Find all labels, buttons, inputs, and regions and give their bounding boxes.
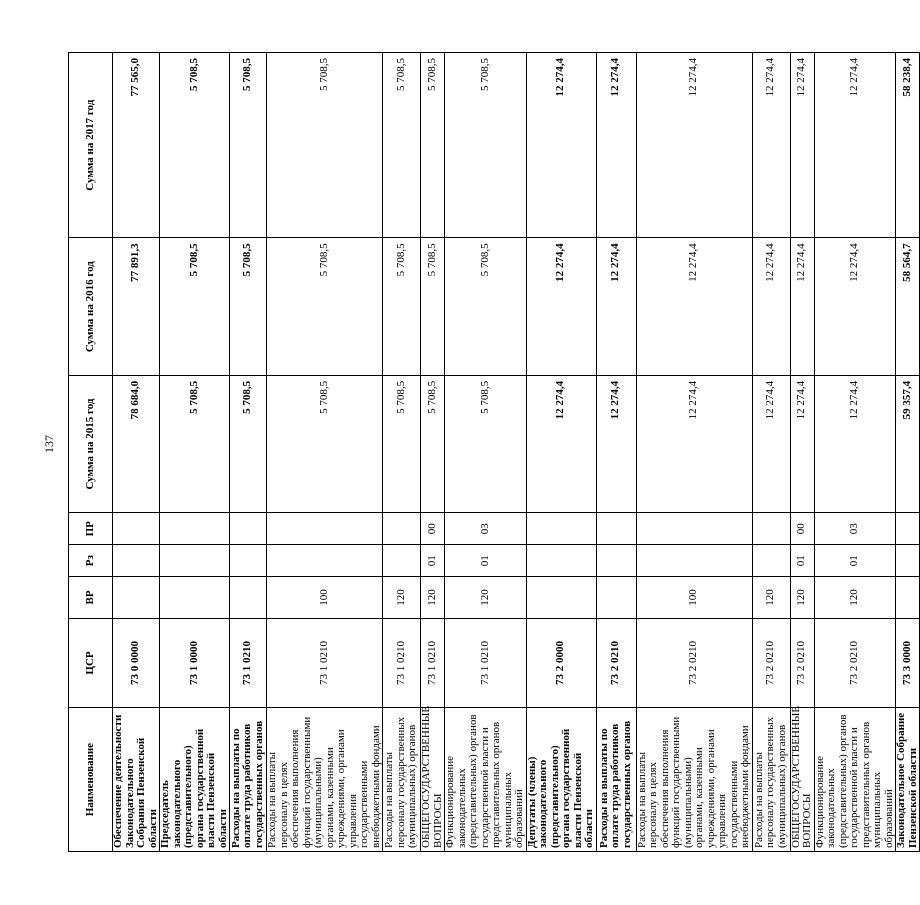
cell-csr: 73 1 0210 bbox=[421, 618, 445, 707]
cell-rz bbox=[230, 545, 267, 577]
cell-pr bbox=[526, 513, 596, 545]
cell-y2017: 5 708,5 bbox=[160, 53, 230, 238]
cell-y2015: 12 274,4 bbox=[790, 375, 814, 512]
table-row bbox=[160, 53, 230, 852]
table-row bbox=[752, 53, 790, 852]
cell-name: Расходы на выплаты персоналу государственных (муниципальных) органов bbox=[752, 708, 790, 852]
cell-csr: 73 2 0210 bbox=[596, 618, 636, 707]
cell-csr: 73 1 0210 bbox=[383, 618, 421, 707]
cell-y2016: 58 564,7 bbox=[896, 238, 920, 375]
cell-pr: 03 bbox=[445, 513, 527, 545]
cell-y2015: 5 708,5 bbox=[421, 375, 445, 512]
cell-name: Обеспечение деятельности Законодательного Собрания Пензенской области bbox=[113, 708, 160, 852]
cell-y2017: 5 708,5 bbox=[267, 53, 383, 238]
cell-csr: 73 2 0210 bbox=[814, 618, 896, 707]
cell-y2015: 12 274,4 bbox=[526, 375, 596, 512]
cell-rz bbox=[267, 545, 383, 577]
cell-name: Председатель законодательного (представительного) органа государственной власти Пензенской области bbox=[160, 708, 230, 852]
cell-y2016: 77 891,3 bbox=[113, 238, 160, 375]
cell-y2016: 5 708,5 bbox=[267, 238, 383, 375]
cell-pr bbox=[267, 513, 383, 545]
cell-csr: 73 3 0000 bbox=[896, 618, 920, 707]
table-row bbox=[526, 53, 596, 852]
table-row bbox=[445, 53, 527, 852]
cell-rz bbox=[596, 545, 636, 577]
cell-y2015: 5 708,5 bbox=[445, 375, 527, 512]
cell-y2016: 5 708,5 bbox=[445, 238, 527, 375]
cell-csr: 73 1 0210 bbox=[267, 618, 383, 707]
rotated-page-content bbox=[68, 52, 919, 852]
cell-pr: 00 bbox=[421, 513, 445, 545]
cell-y2017: 12 274,4 bbox=[790, 53, 814, 238]
cell-y2017: 12 274,4 bbox=[636, 53, 752, 238]
cell-rz bbox=[636, 545, 752, 577]
header-pr: ПР bbox=[69, 513, 113, 545]
cell-y2017: 12 274,4 bbox=[752, 53, 790, 238]
cell-y2017: 5 708,5 bbox=[445, 53, 527, 238]
header-vr: ВР bbox=[69, 577, 113, 619]
header-2017: Сумма на 2017 год bbox=[69, 53, 113, 238]
header-name: Наименование bbox=[69, 708, 113, 852]
cell-pr bbox=[896, 513, 920, 545]
cell-y2016: 12 274,4 bbox=[814, 238, 896, 375]
cell-csr: 73 1 0210 bbox=[230, 618, 267, 707]
cell-y2016: 12 274,4 bbox=[636, 238, 752, 375]
cell-name: Функционирование законодательных (представительных) органов государственной власти и представительных органов муниципальных образований bbox=[814, 708, 896, 852]
cell-y2015: 5 708,5 bbox=[160, 375, 230, 512]
cell-name: Функционирование законодательных (представительных) органов государственной власти и представительных органов муниципальных образований bbox=[445, 708, 527, 852]
cell-name: Расходы на выплаты персоналу в целях обеспечения выполнения функций государственными (муниципальными) органами, казенными учреждениями, органами управления государственными внебюджетными фондами bbox=[267, 708, 383, 852]
cell-rz: 01 bbox=[790, 545, 814, 577]
cell-rz: 01 bbox=[445, 545, 527, 577]
cell-vr: 100 bbox=[636, 577, 752, 619]
header-2016: Сумма на 2016 год bbox=[69, 238, 113, 375]
cell-rz bbox=[752, 545, 790, 577]
table-row bbox=[113, 53, 160, 852]
cell-pr bbox=[636, 513, 752, 545]
table-row bbox=[421, 53, 445, 852]
table-header-row bbox=[69, 53, 113, 852]
cell-y2016: 12 274,4 bbox=[596, 238, 636, 375]
cell-name: ОБЩЕГОСУДАРСТВЕННЫЕ ВОПРОСЫ bbox=[421, 708, 445, 852]
table-row bbox=[596, 53, 636, 852]
cell-y2017: 5 708,5 bbox=[383, 53, 421, 238]
cell-pr bbox=[230, 513, 267, 545]
cell-vr bbox=[596, 577, 636, 619]
cell-y2016: 12 274,4 bbox=[752, 238, 790, 375]
cell-pr bbox=[160, 513, 230, 545]
cell-pr bbox=[383, 513, 421, 545]
cell-vr: 120 bbox=[445, 577, 527, 619]
cell-y2016: 5 708,5 bbox=[383, 238, 421, 375]
table-row bbox=[790, 53, 814, 852]
cell-y2017: 12 274,4 bbox=[596, 53, 636, 238]
table-row bbox=[636, 53, 752, 852]
cell-vr: 120 bbox=[421, 577, 445, 619]
cell-rz: 01 bbox=[814, 545, 896, 577]
cell-pr bbox=[596, 513, 636, 545]
cell-y2017: 5 708,5 bbox=[421, 53, 445, 238]
cell-y2015: 78 684,0 bbox=[113, 375, 160, 512]
cell-y2015: 12 274,4 bbox=[636, 375, 752, 512]
cell-name: Законодательное Собрание Пензенской области bbox=[896, 708, 920, 852]
cell-vr: 120 bbox=[814, 577, 896, 619]
cell-y2016: 5 708,5 bbox=[160, 238, 230, 375]
cell-y2015: 5 708,5 bbox=[230, 375, 267, 512]
cell-vr bbox=[896, 577, 920, 619]
cell-y2015: 12 274,4 bbox=[814, 375, 896, 512]
cell-y2015: 59 357,4 bbox=[896, 375, 920, 512]
cell-rz bbox=[526, 545, 596, 577]
table-row bbox=[383, 53, 421, 852]
header-csr: ЦСР bbox=[69, 618, 113, 707]
cell-y2016: 12 274,4 bbox=[526, 238, 596, 375]
cell-y2016: 12 274,4 bbox=[790, 238, 814, 375]
cell-pr: 03 bbox=[814, 513, 896, 545]
cell-csr: 73 2 0210 bbox=[636, 618, 752, 707]
cell-name: Депутаты (члены) законодательного (представительного) органа государственной власти Пензенской области bbox=[526, 708, 596, 852]
table-row bbox=[896, 53, 920, 852]
cell-y2015: 5 708,5 bbox=[267, 375, 383, 512]
cell-vr bbox=[230, 577, 267, 619]
cell-csr: 73 2 0000 bbox=[526, 618, 596, 707]
table-row bbox=[814, 53, 896, 852]
cell-csr: 73 1 0000 bbox=[160, 618, 230, 707]
cell-vr bbox=[113, 577, 160, 619]
cell-name: Расходы на выплаты по оплате труда работников государственных органов bbox=[596, 708, 636, 852]
page-number: 137 bbox=[42, 435, 56, 453]
cell-y2017: 77 565,0 bbox=[113, 53, 160, 238]
cell-vr bbox=[160, 577, 230, 619]
cell-csr: 73 1 0210 bbox=[445, 618, 527, 707]
cell-y2017: 12 274,4 bbox=[526, 53, 596, 238]
cell-name: Расходы на выплаты персоналу в целях обеспечения выполнения функций государственными (муниципальными) органами, казенными учреждениями, органами управления государственными внебюджетными фондами bbox=[636, 708, 752, 852]
cell-pr bbox=[752, 513, 790, 545]
cell-y2016: 5 708,5 bbox=[230, 238, 267, 375]
cell-vr: 120 bbox=[790, 577, 814, 619]
header-2015: Сумма на 2015 год bbox=[69, 375, 113, 512]
cell-rz bbox=[383, 545, 421, 577]
cell-rz bbox=[896, 545, 920, 577]
cell-vr: 120 bbox=[752, 577, 790, 619]
cell-name: Расходы на выплаты персоналу государственных (муниципальных) органов bbox=[383, 708, 421, 852]
cell-rz bbox=[160, 545, 230, 577]
cell-y2016: 5 708,5 bbox=[421, 238, 445, 375]
budget-table bbox=[68, 52, 920, 852]
cell-pr: 00 bbox=[790, 513, 814, 545]
cell-rz: 01 bbox=[421, 545, 445, 577]
cell-name: Расходы на выплаты по оплате труда работников государственных органов bbox=[230, 708, 267, 852]
table-row bbox=[267, 53, 383, 852]
cell-csr: 73 2 0210 bbox=[790, 618, 814, 707]
cell-vr: 100 bbox=[267, 577, 383, 619]
cell-y2015: 12 274,4 bbox=[596, 375, 636, 512]
cell-y2017: 12 274,4 bbox=[814, 53, 896, 238]
cell-y2015: 12 274,4 bbox=[752, 375, 790, 512]
cell-vr bbox=[526, 577, 596, 619]
cell-y2015: 5 708,5 bbox=[383, 375, 421, 512]
cell-vr: 120 bbox=[383, 577, 421, 619]
cell-csr: 73 0 0000 bbox=[113, 618, 160, 707]
cell-name: ОБЩЕГОСУДАРСТВЕННЫЕ ВОПРОСЫ bbox=[790, 708, 814, 852]
table-row bbox=[230, 53, 267, 852]
cell-rz bbox=[113, 545, 160, 577]
header-rz: Рз bbox=[69, 545, 113, 577]
cell-y2017: 58 238,4 bbox=[896, 53, 920, 238]
cell-csr: 73 2 0210 bbox=[752, 618, 790, 707]
cell-y2017: 5 708,5 bbox=[230, 53, 267, 238]
cell-pr bbox=[113, 513, 160, 545]
